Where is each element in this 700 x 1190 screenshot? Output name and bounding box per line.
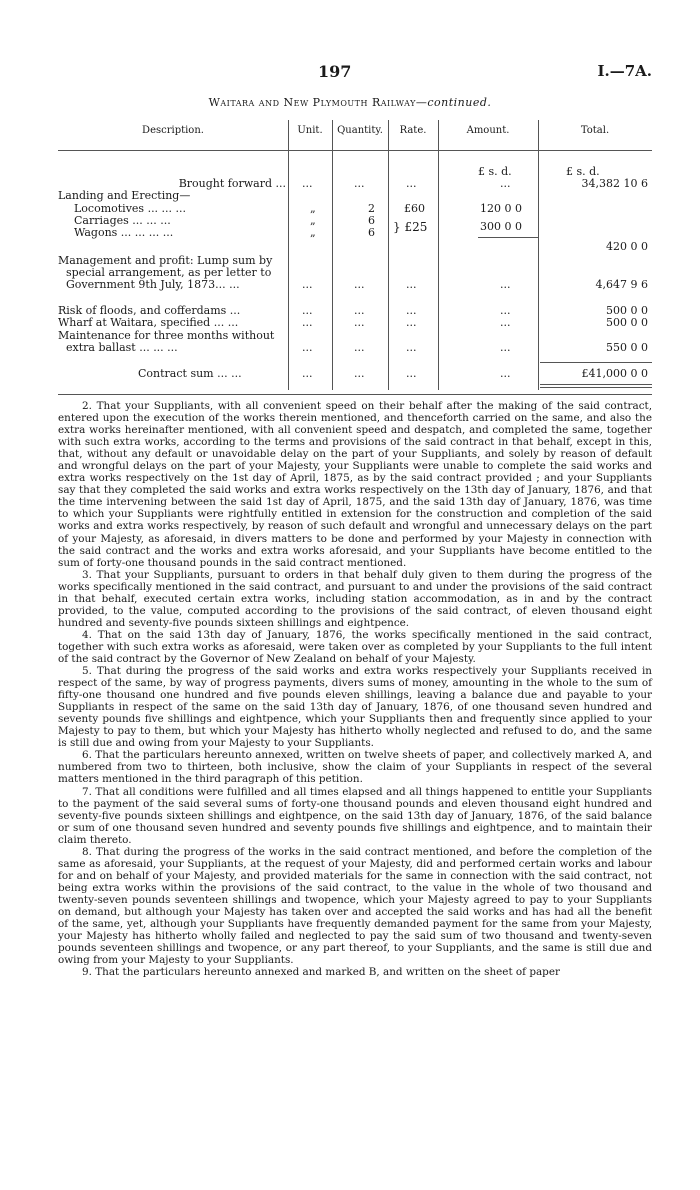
row-wharf-total: 500 0 0	[606, 316, 648, 329]
row-risk-unit: ...	[302, 304, 313, 317]
row-brought-forward-desc: Brought forward ...	[178, 177, 286, 190]
row-locomotives-desc: Locomotives ... ... ...	[74, 202, 187, 215]
row-landing-desc: Landing and Erecting—	[58, 189, 191, 202]
row-maintenance-amount: ...	[500, 341, 511, 354]
row-contract-sum-desc: Contract sum ... ...	[138, 367, 242, 380]
row-wharf-unit: ...	[302, 316, 313, 329]
row-risk-desc: Risk of floods, and cofferdams ...	[58, 304, 241, 317]
row-maintenance-desc-line1: Maintenance for three months without	[58, 329, 275, 342]
row-management-unit: ...	[302, 278, 313, 291]
col-header-total: Total.	[580, 125, 610, 136]
paragraph-3: 3. That your Suppliants, pursuant to orders in that behalf duly given to them during the progress of the works specifically mentioned in the said contract, and pursuant to and under the provisions of the said contract in that behalf, executed certain extra works, including station accommodation, as in and by the contract provided, to the value, computed according to the provisions of the said contract, of eleven thousand eight hundred and seventy-five pounds sixteen shillings and eightpence.	[58, 568, 652, 629]
table-bottom-rule	[58, 394, 652, 395]
section-title-continued: continued.	[427, 96, 492, 109]
section-title-main: Waitara and New Plymouth Railway—	[208, 96, 428, 109]
row-brought-forward-unit: ...	[302, 177, 313, 190]
row-wagons-unit: „	[310, 226, 316, 239]
row-contract-sum-unit: ...	[302, 367, 313, 380]
row-carriages-amount: 300 0 0	[480, 220, 522, 233]
row-maintenance-unit: ...	[302, 341, 313, 354]
total-currency-heading: £ s. d.	[566, 165, 600, 178]
col-header-amount: Amount.	[466, 125, 510, 136]
col-header-unit: Unit.	[297, 125, 323, 136]
column-rule	[438, 120, 439, 390]
row-management-desc-line2: special arrangement, as per letter to	[66, 266, 272, 279]
row-locomotives-qty: 2	[368, 202, 375, 215]
amount-subtotal-rule	[478, 237, 538, 238]
paragraph-2: 2. That your Suppliants, with all convenient speed on their behalf after the making of the said contract, entered upon the execution of the works therein mentioned, and thenceforth carried on the same, and also the extra works hereinafter mentioned, with all convenient speed and despatch, and completed the same, together with such extra works, according to the terms and provisions of the said contract in that behalf, except in this, that, without any default or unavoidable delay on the part of your Suppliants, and solely by reason of default and wrongful delays on the part of your Majesty, your Suppliants were unable to complete the said works and extra works respectively on the 1st day of April, 1875, as by the said contract provided ; and your Suppliants say that they completed the said works and extra works respectively on the 13th day of January, 1876, and that the time intervening between the said 1st day of April, 1875, and the said 13th day of January, 1876, was time to which your Suppliants were rightfully entitled in extension for the construction and completion of the said works and extra works respectively, by reason of such default and wrongful and unnecessary delays on the part of your Majesty, as aforesaid, in divers matters to be done and performed by your Majesty in connection with the said contract and the works and extra works aforesaid, and your Suppliants have become entitled to the sum of forty-one thousand pounds in the said contract mentioned.	[58, 400, 652, 569]
col-header-rate: Rate.	[399, 125, 427, 136]
section-title	[0, 96, 700, 109]
row-wharf-rate: ...	[406, 316, 417, 329]
row-management-amount: ...	[500, 278, 511, 291]
paragraph-7: 7. That all conditions were fulfilled and all times elapsed and all things happened to entitle your Suppliants to the payment of the said several sums of forty-one thousand pounds and eleven thousand eight hundred and seventy-five pounds sixteen shillings and eightpence, on the said 13th day of January, 1876, of the said balance or sum of one thousand seven hundred and seventy pounds five shillings and eightpence, and to maintain their claim thereto.	[58, 785, 652, 846]
row-wharf-desc: Wharf at Waitara, specified ... ...	[58, 316, 239, 329]
row-risk-rate: ...	[406, 304, 417, 317]
row-risk-amount: ...	[500, 304, 511, 317]
row-contract-sum-qty: ...	[354, 367, 365, 380]
row-landing-total: 420 0 0	[606, 240, 648, 253]
paragraph-6: 6. That the particulars hereunto annexed, written on twelve sheets of paper, and collectively marked A, and numbered from two to thirteen, both inclusive, show the claim of your Suppliants in respect of the several matters mentioned in the third paragraph of this petition.	[58, 749, 652, 786]
paragraph-9: 9. That the particulars hereunto annexed and marked B, and written on the sheet of paper	[82, 966, 560, 979]
row-locomotives-unit: „	[310, 202, 316, 215]
row-carriages-rate: } £25	[393, 220, 428, 234]
row-management-desc-line3: Government 9th July, 1873... ...	[66, 278, 240, 291]
row-maintenance-desc-line2: extra ballast ... ... ...	[66, 341, 178, 354]
row-contract-sum-total: £41,000 0 0	[581, 367, 648, 380]
row-management-total: 4,647 9 6	[595, 278, 648, 291]
row-carriages-desc: Carriages ... ... ...	[74, 214, 171, 227]
paragraph-8: 8. That during the progress of the works in the said contract mentioned, and before the completion of the same as aforesaid, your Suppliants, at the request of your Majesty, did and performed certain works and labour for and on behalf of your Majesty, and provided materials for the same in connection with the said contract, not being extra works within the provisions of the said contract, to the value in the whole of two thousand and twenty-seven pounds seventeen shillings and twopence, which your Majesty agreed to pay to your Suppliants on demand, but although your Majesty has taken over and accepted the said works and has had all the benefit of the same, yet, although your Suppliants have frequently demanded payment for the same from your Majesty, your Majesty has hitherto wholly failed and neglected to pay the said sum of two thousand and twenty-seven pounds seventeen shillings and twopence, or any part thereof, to your Suppliants, and the same is still due and owing from your Majesty to your Suppliants.	[58, 845, 652, 967]
paragraph-4: 4. That on the said 13th day of January, 1876, the works specifically mentioned in the said contract, together with such extra works as aforesaid, were taken over as completed by your Suppliants to the full intent of the said contract by the Governor of New Zealand on behalf of your Majesty.	[58, 628, 652, 665]
paragraph-5: 5. That during the progress of the said works and extra works respectively your Suppliants received in respect of the same, by way of progress payments, divers sums of money, amounting in the whole to the sum of fifty-one thousand one hundred and five pounds eleven shillings, leaving a balance due and payable to your Suppliants in respect of the same on the said 13th day of January, 1876, of one thousand seven hundred and seventy pounds five shillings and eightpence, which your Suppliants then and frequently since applied to your Majesty to pay to them, but which your Majesty has hitherto wholly neglected and refused to do, and the same is still due and owing from your Majesty to your Suppliants.	[58, 665, 652, 750]
row-wharf-qty: ...	[354, 316, 365, 329]
row-management-qty: ...	[354, 278, 365, 291]
total-double-rule-top	[540, 384, 652, 385]
col-header-description: Description.	[142, 125, 204, 136]
row-risk-total: 500 0 0	[606, 304, 648, 317]
total-rule	[540, 362, 652, 363]
page-header	[0, 62, 700, 82]
header-rule	[58, 150, 652, 151]
row-wharf-amount: ...	[500, 316, 511, 329]
col-header-quantity: Quantity.	[337, 125, 383, 136]
column-rule	[288, 120, 289, 390]
petition-body	[58, 400, 652, 978]
total-double-rule-bottom	[540, 387, 652, 388]
row-maintenance-total: 550 0 0	[606, 341, 648, 354]
row-locomotives-rate: £60	[404, 202, 425, 215]
row-wagons-desc: Wagons ... ... ... ...	[74, 226, 174, 239]
row-carriages-unit: „	[310, 214, 316, 227]
row-contract-sum-amount: ...	[500, 367, 511, 380]
row-maintenance-rate: ...	[406, 341, 417, 354]
row-carriages-qty: 6	[368, 214, 375, 227]
row-brought-forward-amount: ...	[500, 177, 511, 190]
row-brought-forward-total: 34,382 10 6	[581, 177, 648, 190]
column-rule	[538, 120, 539, 390]
row-contract-sum-rate: ...	[406, 367, 417, 380]
row-management-rate: ...	[406, 278, 417, 291]
row-locomotives-amount: 120 0 0	[480, 202, 522, 215]
row-maintenance-qty: ...	[354, 341, 365, 354]
amount-currency-heading: £ s. d.	[478, 165, 512, 178]
document-reference: I.—7A.	[597, 62, 652, 80]
page-number: 197	[318, 62, 352, 81]
row-brought-forward-rate: ...	[406, 177, 417, 190]
row-brought-forward-qty: ...	[354, 177, 365, 190]
row-risk-qty: ...	[354, 304, 365, 317]
row-wagons-qty: 6	[368, 226, 375, 239]
row-management-desc-line1: Management and profit: Lump sum by	[58, 254, 273, 267]
column-rule	[332, 120, 333, 390]
column-rule	[388, 120, 389, 390]
